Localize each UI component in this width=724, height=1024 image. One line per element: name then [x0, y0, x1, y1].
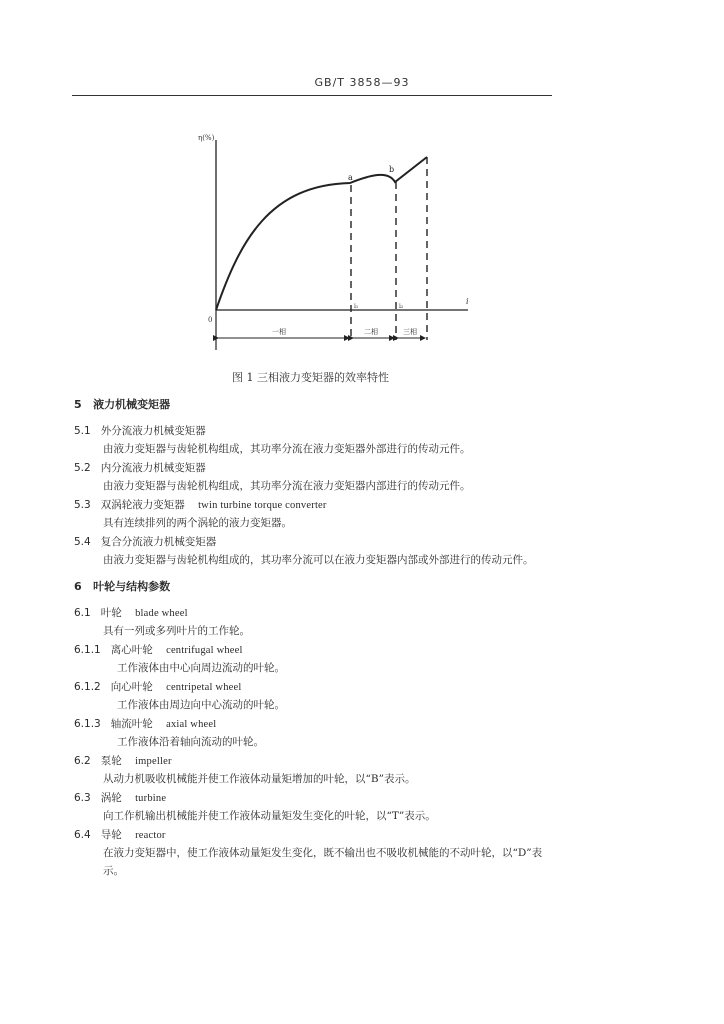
- clause-number: 6.3: [74, 792, 91, 804]
- clause-6-1-2: [74, 680, 241, 695]
- clause-5-4: [74, 535, 216, 549]
- section-6-heading: [74, 580, 170, 594]
- clause-english: centrifugal wheel: [166, 645, 243, 656]
- clause-title: 复合分流液力机械变矩器: [100, 536, 217, 548]
- clause-title: 涡轮: [100, 792, 122, 804]
- clause-number: 6.4: [74, 829, 91, 841]
- section-title: 叶轮与结构参数: [93, 580, 171, 593]
- tick-i2-label: i₂: [399, 303, 404, 310]
- clause-english: turbine: [135, 793, 167, 804]
- clause-6-1-1-desc: 工作液体由中心向周边流动的叶轮。: [117, 662, 285, 674]
- clause-title: 双涡轮液力变矩器: [100, 499, 185, 511]
- origin-label: 0: [208, 316, 213, 324]
- clause-6-1-1: [74, 643, 243, 658]
- clause-6-4-desc: 在液力变矩器中，使工作液体动量矩发生变化，既不输出也不吸收机械能的不动叶轮，以“D”表: [103, 847, 543, 859]
- clause-number: 5.3: [74, 499, 91, 511]
- point-b-label: b: [389, 165, 395, 174]
- efficiency-figure: [0, 0, 724, 400]
- clause-6-2: [74, 754, 172, 769]
- clause-6-1-desc: 具有一列或多列叶片的工作轮。: [103, 625, 250, 637]
- clause-number: 5.2: [74, 462, 91, 474]
- clause-number: 6.1.3: [74, 718, 101, 730]
- clause-6-3-desc: 向工作机输出机械能并使工作液体动量矩发生变化的叶轮，以“T”表示。: [103, 810, 436, 822]
- document-code: GB/T 3858—93: [314, 76, 410, 89]
- clause-6-3: [74, 791, 166, 806]
- range-1-label: 一相: [272, 328, 286, 336]
- clause-title: 向心叶轮: [110, 681, 153, 693]
- range-3-label: 三相: [403, 328, 417, 336]
- clause-number: 5.4: [74, 536, 91, 548]
- clause-english: blade wheel: [135, 608, 188, 619]
- clause-english: centripetal wheel: [166, 682, 242, 693]
- clause-5-3: [74, 498, 327, 513]
- clause-6-1: [74, 606, 188, 621]
- y-axis-label: η(%): [198, 134, 215, 142]
- clause-number: 6.1.2: [74, 681, 101, 693]
- tick-i1-label: i₁: [354, 303, 359, 310]
- clause-5-1: [74, 424, 206, 438]
- clause-title: 内分流液力机械变矩器: [100, 462, 206, 474]
- clause-title: 导轮: [100, 829, 122, 841]
- clause-english: axial wheel: [166, 719, 217, 730]
- section-number: 6: [74, 580, 82, 593]
- clause-title: 离心叶轮: [110, 644, 153, 656]
- range-2-label: 二相: [364, 328, 378, 336]
- clause-number: 6.1: [74, 607, 91, 619]
- section-number: 5: [74, 398, 82, 411]
- clause-6-4-desc-cont: 示。: [103, 865, 124, 877]
- clause-english: impeller: [135, 756, 172, 767]
- clause-title: 轴流叶轮: [110, 718, 153, 730]
- clause-6-1-3-desc: 工作液体沿着轴向流动的叶轮。: [117, 736, 264, 748]
- clause-6-2-desc: 从动力机吸收机械能并使工作液体动量矩增加的叶轮，以“B”表示。: [103, 773, 416, 785]
- clause-english: twin turbine torque converter: [198, 500, 327, 511]
- section-5-heading: [74, 398, 170, 412]
- clause-5-1-desc: 由液力变矩器与齿轮机构组成，其功率分流在液力变矩器外部进行的传动元件。: [103, 443, 471, 455]
- section-title: 液力机械变矩器: [93, 398, 171, 411]
- clause-number: 6.2: [74, 755, 91, 767]
- clause-5-4-desc: 由液力变矩器与齿轮机构组成的，其功率分流可以在液力变矩器内部或外部进行的传动元件。: [103, 554, 534, 566]
- clause-english: reactor: [135, 830, 166, 841]
- clause-5-2-desc: 由液力变矩器与齿轮机构组成，其功率分流在液力变矩器内部进行的传动元件。: [103, 480, 471, 492]
- clause-5-3-desc: 具有连续排列的两个涡轮的液力变矩器。: [103, 517, 292, 529]
- clause-title: 叶轮: [100, 607, 122, 619]
- x-axis-label: i: [466, 297, 469, 306]
- clause-6-1-2-desc: 工作液体由周边向中心流动的叶轮。: [117, 699, 285, 711]
- clause-6-4: [74, 828, 166, 843]
- clause-5-2: [74, 461, 206, 475]
- figure-caption: 图 1 三相液力变矩器的效率特性: [232, 371, 389, 384]
- clause-6-1-3: [74, 717, 216, 732]
- point-a-label: a: [348, 173, 353, 182]
- clause-number: 5.1: [74, 425, 91, 437]
- clause-title: 泵轮: [100, 755, 122, 767]
- clause-number: 6.1.1: [74, 644, 101, 656]
- clause-title: 外分流液力机械变矩器: [100, 425, 206, 437]
